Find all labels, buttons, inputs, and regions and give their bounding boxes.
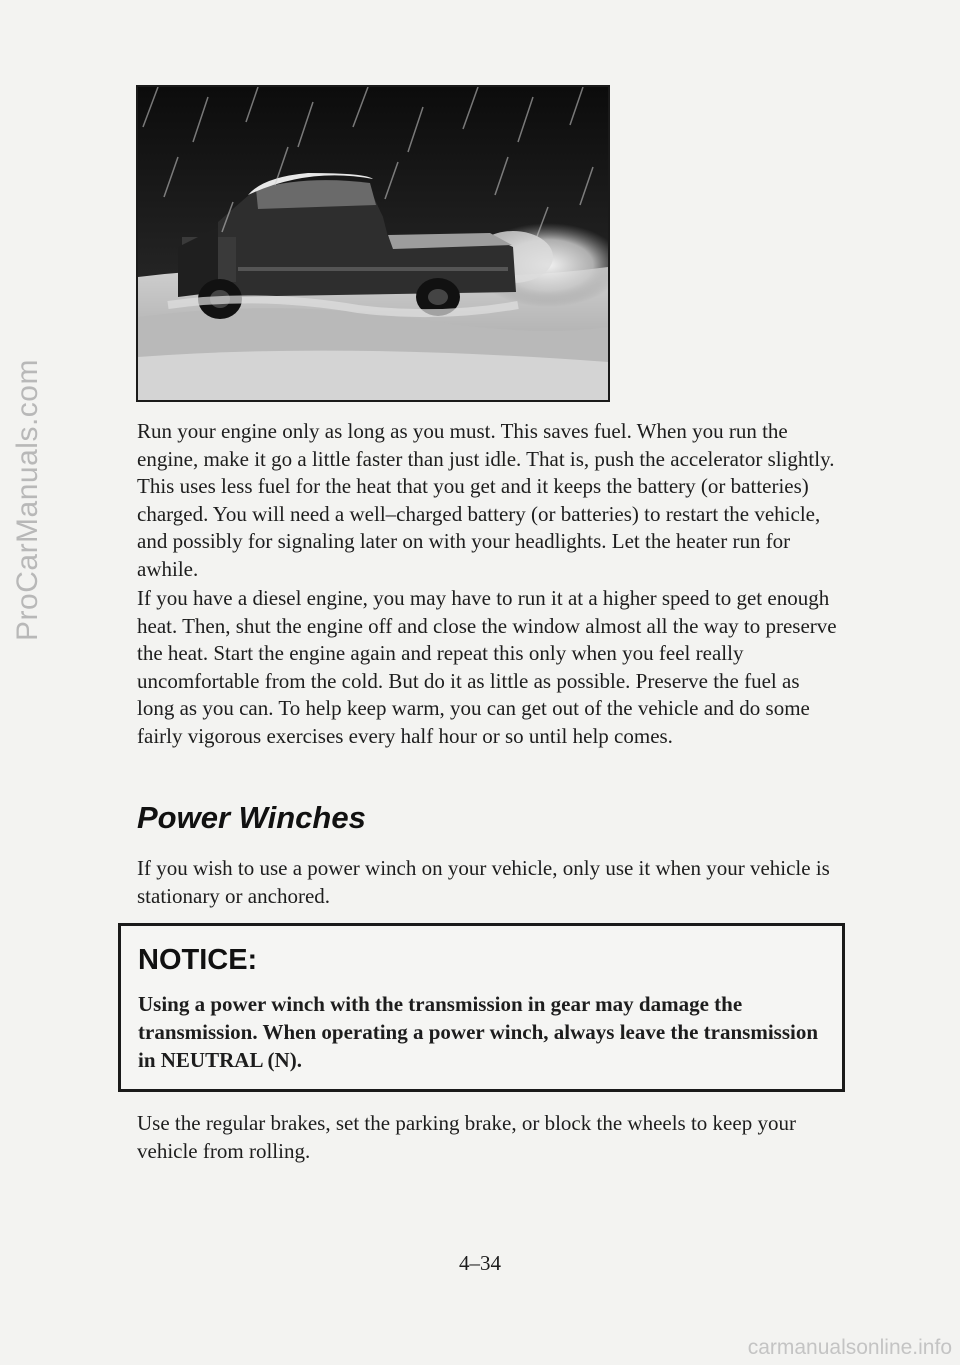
notice-title: NOTICE: (138, 944, 258, 976)
paragraph-diesel-engine: If you have a diesel engine, you may have to run it at a higher speed to get enough heat. Then, shut the engine off and close the window almost all the way to preserve the heat. Start the engine again and repeat this only when you feel really uncomfortable from the cold. But do it as little as possible. Preserve the fuel as long as you can. To help keep warm, you can get out of the vehicle and do some fairly vigorous exercises every half hour or so until help comes. (137, 586, 837, 748)
section-heading-power-winches: Power Winches (137, 800, 366, 835)
paragraph-brakes: Use the regular brakes, set the parking brake, or block the wheels to keep your vehicle from rolling. (137, 1111, 796, 1163)
paragraph-idle-engine: Run your engine only as long as you must. This saves fuel. When you run the engine, make it go a little faster than just idle. That is, push the accelerator slightly. This uses less fuel for the heat that you get and it keeps the battery (or batteries) charged. You will need a well–charged battery (or batteries) to restart the vehicle, and possibly for signaling later on with your headlights. Let the heater run for awhile. (137, 419, 835, 581)
footer-watermark: carmanualsonline.info (747, 1336, 952, 1359)
notice-box (118, 923, 845, 1092)
paragraph-power-winch-use: If you wish to use a power winch on your vehicle, only use it when your vehicle is stationary or anchored. (137, 856, 830, 908)
side-watermark-text: ProCarManuals.com (11, 359, 44, 641)
notice-text: Using a power winch with the transmission in gear may damage the transmission. When operating a power winch, always leave the transmission in NEUTRAL (N). (138, 992, 819, 1072)
page-number: 4–34 (459, 1251, 501, 1275)
truck-in-snow-photo (136, 85, 610, 402)
side-watermark (6, 150, 50, 850)
